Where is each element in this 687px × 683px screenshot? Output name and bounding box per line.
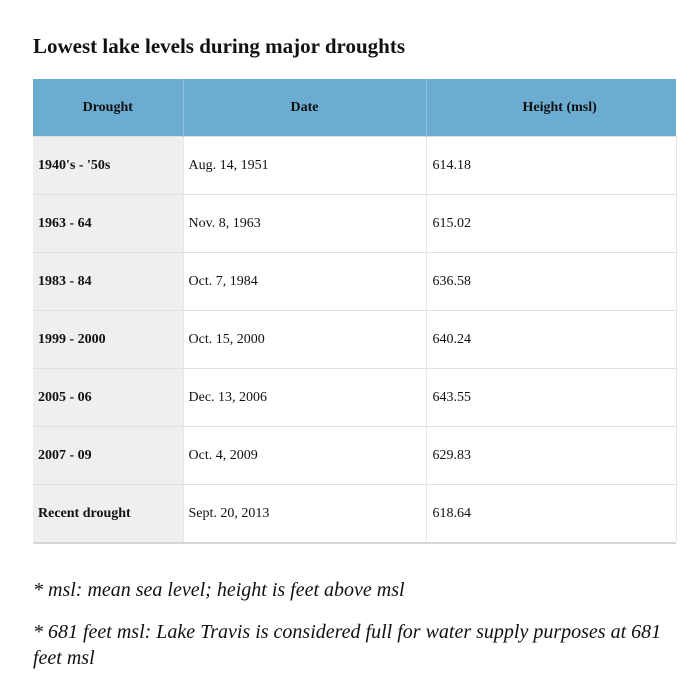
table-header	[33, 79, 676, 137]
drought-table-container	[33, 79, 676, 544]
date-cell: Oct. 4, 2009	[183, 427, 426, 485]
date-cell: Oct. 7, 1984	[183, 253, 426, 311]
height-cell: 643.55	[426, 369, 676, 427]
drought-cell: 1963 - 64	[33, 195, 183, 253]
table-row	[33, 137, 676, 195]
header-drought: Drought	[33, 79, 183, 137]
table-row	[33, 427, 676, 485]
height-cell: 618.64	[426, 485, 676, 543]
table-row	[33, 311, 676, 369]
drought-cell: Recent drought	[33, 485, 183, 543]
header-date: Date	[183, 79, 426, 137]
height-cell: 614.18	[426, 137, 676, 195]
table-row	[33, 195, 676, 253]
date-cell: Oct. 15, 2000	[183, 311, 426, 369]
table-header-row	[33, 79, 676, 137]
date-cell: Sept. 20, 2013	[183, 485, 426, 543]
drought-cell: 2007 - 09	[33, 427, 183, 485]
drought-cell: 2005 - 06	[33, 369, 183, 427]
drought-levels-table	[33, 79, 677, 542]
table-body	[33, 137, 676, 543]
drought-cell: 1999 - 2000	[33, 311, 183, 369]
header-height: Height (msl)	[426, 79, 676, 137]
footnote-msl-definition: * msl: mean sea level; height is feet above msl	[33, 579, 405, 601]
table-row	[33, 485, 676, 543]
drought-cell: 1940's - '50s	[33, 137, 183, 195]
height-cell: 615.02	[426, 195, 676, 253]
table-row	[33, 369, 676, 427]
height-cell: 629.83	[426, 427, 676, 485]
height-cell: 636.58	[426, 253, 676, 311]
date-cell: Nov. 8, 1963	[183, 195, 426, 253]
page-title: Lowest lake levels during major droughts	[33, 34, 405, 58]
date-cell: Aug. 14, 1951	[183, 137, 426, 195]
height-cell: 640.24	[426, 311, 676, 369]
footnote-full-level: * 681 feet msl: Lake Travis is considered full for water supply purposes at 681 feet msl	[33, 621, 662, 669]
drought-cell: 1983 - 84	[33, 253, 183, 311]
date-cell: Dec. 13, 2006	[183, 369, 426, 427]
table-row	[33, 253, 676, 311]
